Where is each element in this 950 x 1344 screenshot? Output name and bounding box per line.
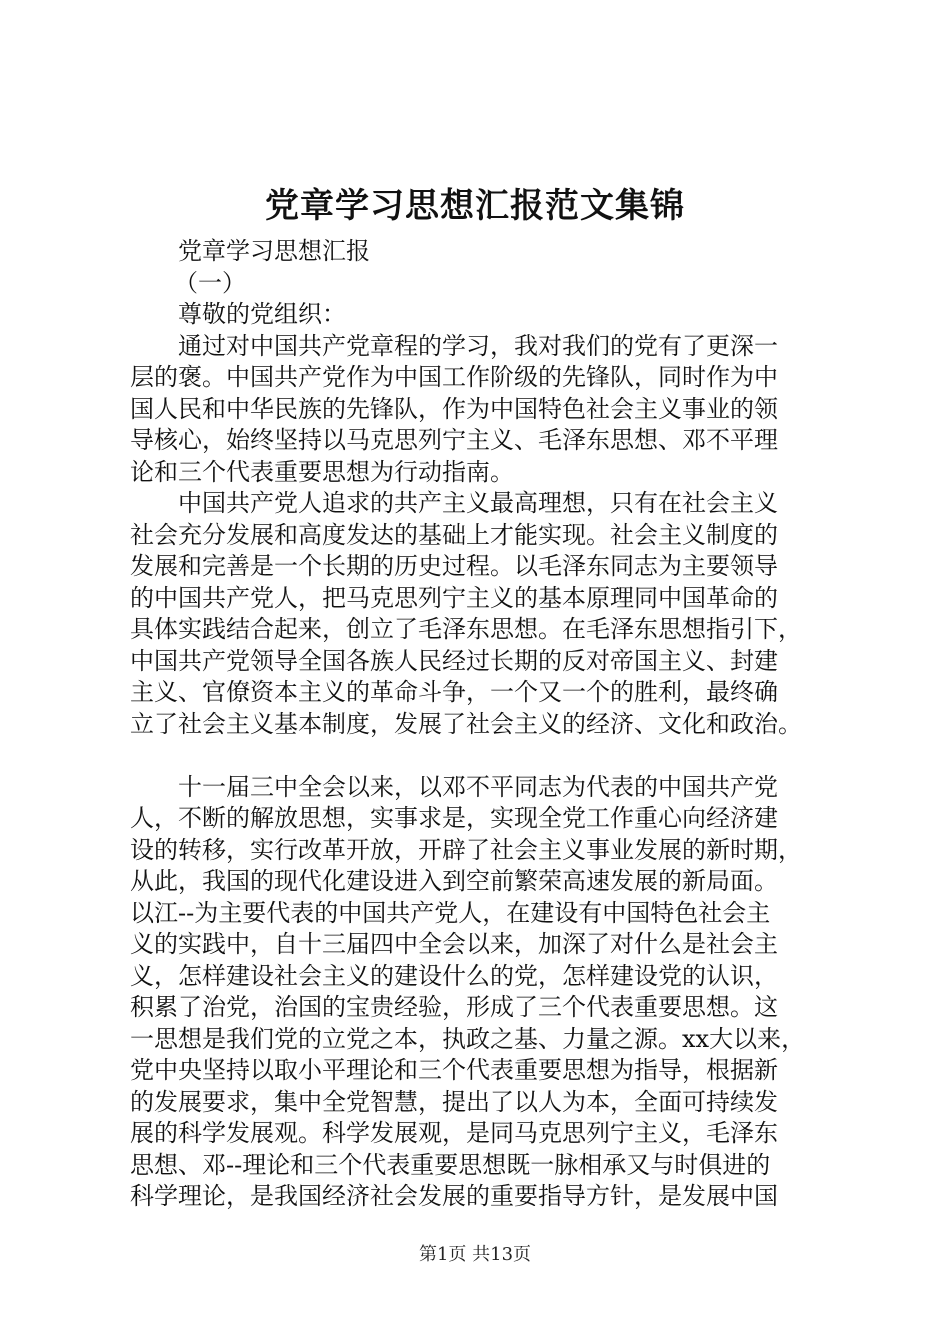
text-line: 积累了治党，治国的宝贵经验，形成了三个代表重要思想。这 [130, 993, 778, 1021]
text-line: 尊敬的党组织： [178, 300, 346, 328]
text-line: 社会充分发展和高度发达的基础上才能实现。社会主义制度的 [130, 520, 778, 549]
text-line: 主义、官僚资本主义的革命斗争，一个又一个的胜利，最终确 [130, 678, 778, 706]
text-line: 以江--为主要代表的中国共产党人，在建设有中国特色社会主 [130, 898, 771, 927]
text-line: 党章学习思想汇报 [178, 237, 370, 265]
text-line: 思想、邓--理论和三个代表重要思想既一脉相承又与时俱进的 [130, 1150, 771, 1179]
text-line: 通过对中国共产党章程的学习，我对我们的党有了更深一 [178, 331, 778, 360]
document-title: 党章学习思想汇报范文集锦 [265, 186, 685, 226]
text-line: 义的实践中，自十三届四中全会以来，加深了对什么是社会主 [130, 930, 778, 958]
text-line: 立了社会主义基本制度，发展了社会主义的经济、文化和政治。 [130, 709, 802, 738]
text-line: 人，不断的解放思想，实事求是，实现全党工作重心向经济建 [130, 804, 778, 832]
blank-line [130, 740, 830, 772]
text-line: 义，怎样建设社会主义的建设什么的党，怎样建设党的认识， [130, 961, 778, 990]
text-line: 一思想是我们党的立党之本，执政之基、力量之源。xx大以来， [130, 1024, 806, 1053]
page-footer: 第1页 共13页 [418, 1244, 532, 1265]
text-line: 导核心，始终坚持以马克思列宁主义、毛泽东思想、邓不平理 [130, 426, 778, 454]
text-line: 的发展要求，集中全党智慧，提出了以人为本，全面可持续发 [130, 1087, 778, 1116]
text-line: （一） [174, 268, 246, 297]
text-line: 十一届三中全会以来，以邓不平同志为代表的中国共产党 [178, 772, 778, 801]
text-line: 中国共产党领导全国各族人民经过长期的反对帝国主义、封建 [130, 646, 778, 675]
text-line: 展的科学发展观。科学发展观，是同马克思列宁主义，毛泽东 [130, 1119, 778, 1147]
text-line: 发展和完善是一个长期的历史过程。以毛泽东同志为主要领导 [130, 552, 778, 580]
text-line: 具体实践结合起来，创立了毛泽东思想。在毛泽东思想指引下， [130, 615, 802, 643]
text-line: 论和三个代表重要思想为行动指南。 [130, 457, 514, 486]
text-line: 设的转移，实行改革开放，开辟了社会主义事业发展的新时期， [130, 835, 802, 864]
text-line: 党中央坚持以取小平理论和三个代表重要思想为指导，根据新 [130, 1056, 778, 1084]
document-body [130, 236, 830, 1213]
text-line: 国人民和中华民族的先锋队，作为中国特色社会主义事业的领 [130, 394, 778, 423]
text-line: 从此，我国的现代化建设进入到空前繁荣高速发展的新局面。 [130, 867, 778, 895]
text-line: 科学理论，是我国经济社会发展的重要指导方针，是发展中国 [130, 1182, 778, 1210]
text-line: 中国共产党人追求的共产主义最高理想，只有在社会主义 [178, 489, 778, 517]
text-line: 层的褒。中国共产党作为中国工作阶级的先锋队，同时作为中 [130, 363, 778, 391]
text-line: 的中国共产党人，把马克思列宁主义的基本原理同中国革命的 [130, 583, 778, 612]
